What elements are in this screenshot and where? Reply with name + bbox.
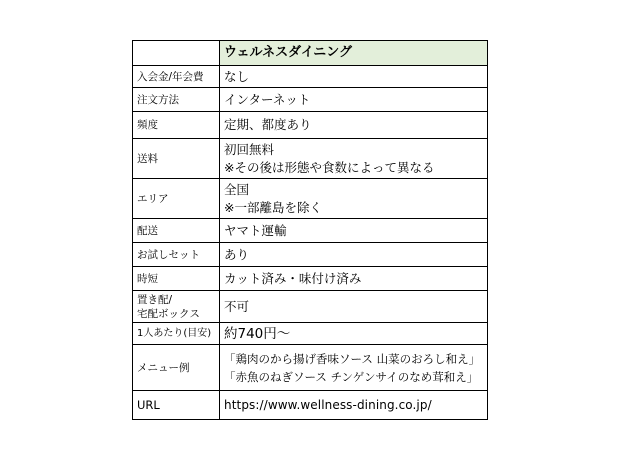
table-row bbox=[133, 391, 488, 420]
row-label bbox=[133, 291, 220, 323]
row-value bbox=[220, 139, 488, 179]
row-value bbox=[220, 345, 488, 391]
row-value-line: なし bbox=[224, 68, 250, 84]
row-label: 1人あたり(目安) bbox=[133, 323, 220, 345]
row-label: エリア bbox=[133, 179, 220, 219]
row-value-line: ヤマト運輸 bbox=[224, 222, 287, 238]
row-label: 注文方法 bbox=[133, 88, 220, 112]
header-empty-cell bbox=[133, 41, 220, 66]
table-row bbox=[133, 66, 488, 88]
row-label: お試しセット bbox=[133, 243, 220, 267]
table-row bbox=[133, 179, 488, 219]
row-value-line: ※一部離島を除く bbox=[224, 199, 322, 215]
row-label: メニュー例 bbox=[133, 345, 220, 391]
service-name: ウェルネスダイニング bbox=[220, 41, 488, 66]
row-value-line: 「鶏肉のから揚げ香味ソース 山菜のおろし和え」 bbox=[224, 351, 481, 366]
row-value-line: インターネット bbox=[224, 91, 311, 107]
url-text: https://www.wellness-dining.co.jp/ bbox=[224, 398, 432, 412]
row-label-line: 宅配ボックス bbox=[137, 307, 200, 320]
row-value-line: あり bbox=[224, 246, 250, 262]
table-row bbox=[133, 88, 488, 112]
row-value-line: ※その後は形態や食数によって異なる bbox=[224, 159, 435, 175]
row-label: 入会金/年会費 bbox=[133, 66, 220, 88]
table-row bbox=[133, 219, 488, 243]
table-row bbox=[133, 291, 488, 323]
table-header-row bbox=[133, 41, 488, 66]
row-value bbox=[220, 219, 488, 243]
row-label: URL bbox=[133, 391, 220, 420]
table-row bbox=[133, 139, 488, 179]
row-label: 時短 bbox=[133, 267, 220, 291]
row-label: 配送 bbox=[133, 219, 220, 243]
row-label-line: 置き配/ bbox=[137, 293, 173, 306]
row-value bbox=[220, 179, 488, 219]
row-value-line: 全国 bbox=[224, 181, 250, 197]
row-label: 送料 bbox=[133, 139, 220, 179]
row-value-line: 不可 bbox=[224, 298, 250, 314]
row-value bbox=[220, 291, 488, 323]
row-value-line: カット済み・味付け済み bbox=[224, 270, 362, 286]
row-value-line: 約740円～ bbox=[224, 325, 291, 342]
row-value bbox=[220, 88, 488, 112]
row-value-line: 「赤魚のねぎソース チンゲンサイのなめ茸和え」 bbox=[224, 369, 479, 384]
table-row bbox=[133, 323, 488, 345]
row-value-line: 定期、都度あり bbox=[224, 117, 312, 132]
row-label: 頻度 bbox=[133, 112, 220, 139]
row-value-line: 初回無料 bbox=[224, 141, 275, 157]
row-value bbox=[220, 267, 488, 291]
row-value bbox=[220, 323, 488, 345]
row-value bbox=[220, 112, 488, 139]
service-spec-table bbox=[132, 40, 488, 420]
table-row bbox=[133, 267, 488, 291]
table-row bbox=[133, 112, 488, 139]
row-value bbox=[220, 66, 488, 88]
row-value bbox=[220, 391, 488, 420]
table-row bbox=[133, 345, 488, 391]
row-value bbox=[220, 243, 488, 267]
table-row bbox=[133, 243, 488, 267]
